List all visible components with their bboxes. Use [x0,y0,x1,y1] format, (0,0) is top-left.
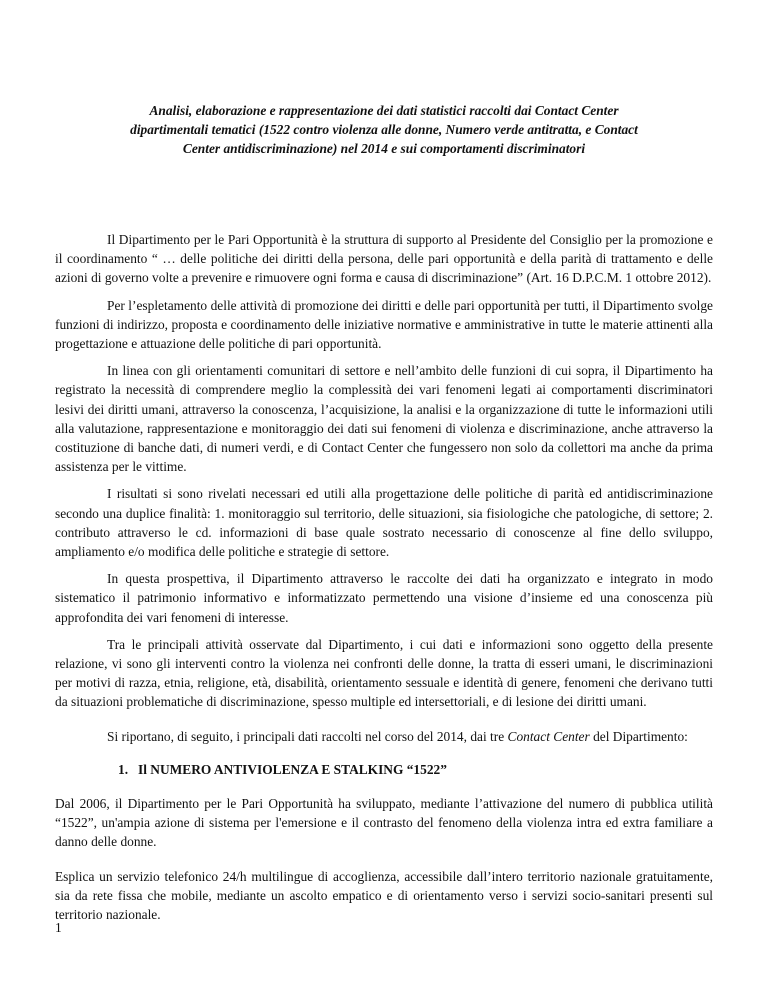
paragraph-3: In linea con gli orientamenti comunitari di settore e nell’ambito delle funzioni di cui sopra, il Dipartimento ha registrato la necessità di comprendere meglio la complessità dei vari fenomeni legati ai comportamenti discriminatori lesivi dei diritti umani, attraverso la conoscenza, l’acquisizione, la analisi e la organizzazione di tutte le informazioni utili alla valutazione, rappresentazione e monitoraggio dei dati sui fenomeni di violenza e discriminazione, anche attraverso la costituzione di banche dati, di numeri verdi, e di Contact Center che fungessero non solo da collettori ma anche da prima assistenza per le vittime. [55,363,713,475]
paragraph-5: In questa prospettiva, il Dipartimento attraverso le raccolte dei dati ha organizzato e integrato in modo sistematico il patrimonio informativo e informatizzato permettendo una visione d’insieme ed una conoscenza più approfondita dei vari fenomeni di interesse. [55,571,713,625]
paragraph-1: Il Dipartimento per le Pari Opportunità è la struttura di supporto al Presidente del Consiglio per la promozione e il coordinamento “ … delle politiche dei diritti della persona, delle pari opportunità e della parità di trattamento e delle azioni di governo volte a prevenire e rimuovere ogni forma e causa di discriminazione” (Art. 16 D.P.C.M. 1 ottobre 2012). [55,232,713,286]
paragraph-4: I risultati si sono rivelati necessari ed utili alla progettazione delle politiche di parità ed antidiscriminazione secondo una duplice finalità: 1. monitoraggio sul territorio, delle situazioni, sia fisiologiche che patologiche, di settore; 2. contributo attraverso le cd. informazioni di base quale sostrato necessario di conoscenze al fine dello sviluppo, ampliamento e/o modifica delle politiche e strategie di settore. [55,486,713,560]
paragraph-7-text-a: Si riportano, di seguito, i principali dati raccolti nel corso del 2014, dai tre [107,728,508,744]
title-line-3: Center antidiscriminazione) nel 2014 e sui comportamenti discriminatori [182,141,586,156]
section-number: 1. [118,761,129,777]
document-title [70,101,698,158]
title-line-2: dipartimentali tematici (1522 contro violenza alle donne, Numero verde antitratta, e Contact [130,122,638,137]
paragraph-7-emphasis: Contact Center [507,728,590,744]
document-body [55,230,713,924]
paragraph-8: Dal 2006, il Dipartimento per le Pari Opportunità ha sviluppato, mediante l’attivazione del numero di pubblica utilità “1522”, un'ampia azione di sistema per l'emersione e il contrasto del fenomeno della violenza intra ed extra familiare a danno delle donne. [55,796,713,850]
title-line-1: Analisi, elaborazione e rappresentazione dei dati statistici raccolti dai Contact Center [149,103,619,118]
paragraph-2: Per l’espletamento delle attività di promozione dei diritti e delle pari opportunità per tutti, il Dipartimento svolge funzioni di indirizzo, proposta e coordinamento delle iniziative normative e amministrative in tutte le materie attinenti alla progettazione e attuazione delle politiche di pari opportunità. [55,297,713,352]
page-number: 1 [55,920,62,935]
paragraph-7-text-b: del Dipartimento: [589,728,688,744]
section-title: Il NUMERO ANTIVIOLENZA E STALKING “1522” [138,761,447,777]
paragraph-7 [55,727,713,746]
section-heading [55,760,713,779]
paragraph-6: Tra le principali attività osservate dal Dipartimento, i cui dati e informazioni sono oggetto della presente relazione, vi sono gli interventi contro la violenza nei confronti delle donne, la tratta di esseri umani, le discriminazioni per motivi di razza, etnia, religione, età, disabilità, orientamento sessuale e identità di genere, fenomeni che derivano tutti da situazioni problematiche di discriminazione, spesso multiple ed intersettoriali, e di lesione dei diritti umani. [55,636,713,710]
paragraph-9: Esplica un servizio telefonico 24/h multilingue di accoglienza, accessibile dall’intero territorio nazionale gratuitamente, sia da rete fissa che mobile, mediante un ascolto empatico e di orientamento verso i servizi socio-sanitari presenti sul territorio nazionale. [55,868,713,923]
